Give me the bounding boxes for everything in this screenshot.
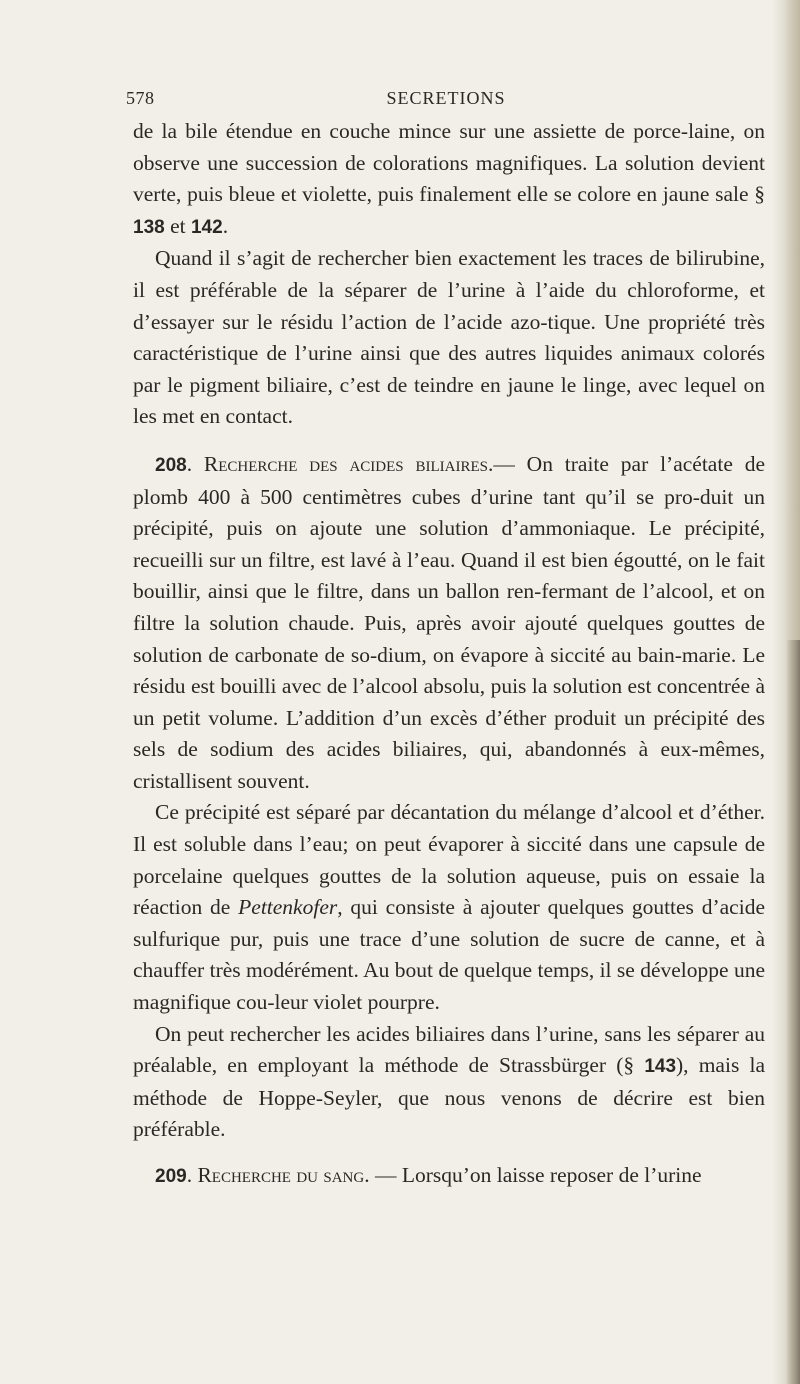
section-number: 208 — [155, 454, 187, 476]
section-ref: 142 — [190, 216, 223, 238]
italic-name: Pettenkofer — [238, 895, 338, 920]
section-number: 209 — [155, 1166, 187, 1187]
section-heading: Recherche des acides biliaires. — [203, 451, 494, 476]
page-number: 578 — [126, 88, 155, 108]
paragraph-bile-colorations: de la bile étendue en couche mince sur une assiette de porce-laine, on observe une succession de colorations magnifiques. La solution devient verte, puis bleue et violette, puis finalement elle se colore en jaune sale § 138 et 142. — [133, 119, 765, 238]
body-text — [133, 116, 765, 1193]
paragraph-bilirubine: Quand il s’agit de rechercher bien exactement les traces de bilirubine, il est préférable de la séparer de l’urine à l’aide du chloroforme, et d’essayer sur le résidu l’action de l’acide azo-tique. Une propriété très caractéristique de l’urine ainsi que des autres liquides animaux colorés par le pigment biliaire, c’est de teindre en jaune le linge, avec lequel on les met en contact. — [133, 246, 765, 429]
section-208: 208. Recherche des acides biliaires.— On traite par l’acétate de plomb 400 à 500 centimètres cubes d’urine tant qu’il se pro-duit un précipité, puis on ajoute une solution d’ammoniaque. Le précipité, recueilli sur un filtre, est lavé à l’eau. Quand il est bien égoutté, on le fait bouillir, ainsi que le filtre, dans un ballon ren-fermant de l’alcool, et on filtre la solution chaude. Puis, après avoir ajouté quelques gouttes de solution de carbonate de so-dium, on évapore à siccité au bain-marie. Le résidu est bouilli avec de l’alcool absolu, puis la solution est concentrée à un petit volume. L’addition d’un excès d’éther produit un précipité des sels de sodium des acides biliaires, qui, abandonnés à eux-mêmes, cristallisent souvent. — [133, 451, 766, 793]
binding-shadow — [786, 640, 800, 1384]
section-heading: Recherche du sang. — [197, 1163, 370, 1187]
paragraph-strassburger: On peut rechercher les acides biliaires dans l’urine, sans les séparer au préalable, en employant la méthode de Strassbürger (§ 143), mais la méthode de Hoppe-Seyler, que nous venons de décrire est bien préférable. — [133, 1021, 765, 1142]
paragraph-pettenkofer: Ce précipité est séparé par décantation du mélange d’alcool et d’éther. Il est soluble dans l’eau; on peut évaporer à siccité dans une capsule de porcelaine quelques gouttes de la solution aqueuse, puis on essaie la réaction de Pettenkofer, qui consiste à ajouter quelques gouttes d’acide sulfurique pur, puis une trace d’une solution de sucre de canne, et à chauffer très modérément. Au bout de quelque temps, il se développe une magnifique cou-leur violet pourpre. — [133, 800, 765, 1015]
section-ref: 143 — [644, 1056, 677, 1078]
section-ref: 138 — [133, 216, 165, 238]
running-title: SECRETIONS — [386, 88, 506, 108]
section-209: 209. Recherche du sang. — Lorsqu’on laisse reposer de l’urine — [155, 1163, 702, 1187]
page-header — [126, 88, 766, 114]
